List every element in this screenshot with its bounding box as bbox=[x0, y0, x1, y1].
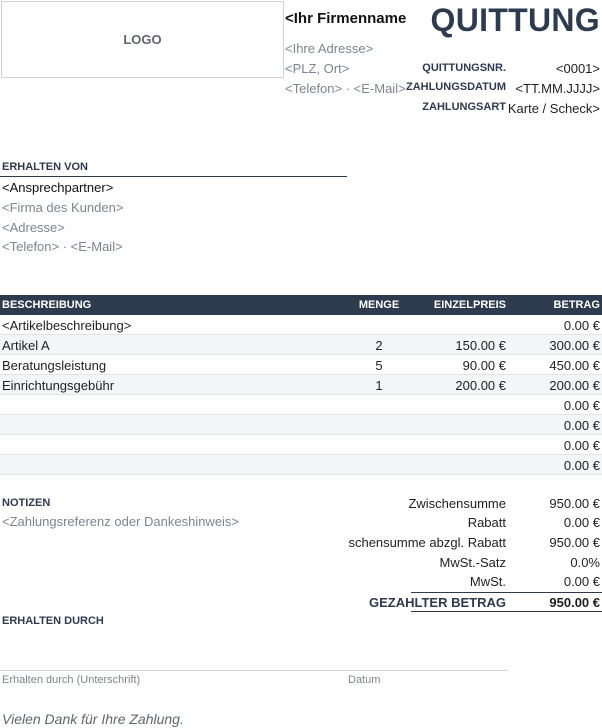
table-row bbox=[0, 455, 602, 475]
notes-title: NOTIZEN bbox=[2, 497, 51, 509]
signature-label: Erhalten durch (Unterschrift) bbox=[2, 674, 141, 686]
header-quantity: MENGE bbox=[358, 299, 400, 311]
discount-value: 0.00 € bbox=[563, 515, 600, 530]
items-table bbox=[0, 295, 602, 475]
company-postal-city: <PLZ, Ort> bbox=[285, 61, 350, 76]
table-row bbox=[0, 355, 602, 375]
row-amount: 450.00 € bbox=[549, 358, 600, 373]
received-from-divider bbox=[0, 176, 347, 177]
table-row bbox=[0, 335, 602, 355]
customer-address: <Adresse> bbox=[2, 220, 65, 235]
thank-you-note: Vielen Dank für Ihre Zahlung. bbox=[2, 711, 184, 727]
company-name: <Ihr Firmenname bbox=[285, 10, 407, 27]
row-amount: 0.00 € bbox=[563, 418, 600, 433]
notes-text: <Zahlungsreferenz oder Dankeshinweis> bbox=[2, 514, 240, 529]
row-quantity: 2 bbox=[375, 338, 383, 353]
customer-company: <Firma des Kunden> bbox=[2, 200, 124, 215]
row-quantity: 1 bbox=[375, 378, 383, 393]
payment-date-value: <TT.MM.JJJJ> bbox=[515, 81, 600, 96]
items-table-header bbox=[0, 295, 602, 315]
subtotal-after-discount-label: schensumme abzgl. Rabatt bbox=[348, 535, 506, 550]
payment-date-label: ZAHLUNGSDATUM bbox=[405, 81, 506, 93]
subtotal-value: 950.00 € bbox=[549, 496, 600, 511]
document-title: QUITTUNG bbox=[430, 2, 600, 38]
row-amount: 0.00 € bbox=[563, 398, 600, 413]
customer-contact: <Ansprechpartner> bbox=[2, 180, 114, 195]
received-by-title: ERHALTEN DURCH bbox=[2, 615, 104, 627]
table-row bbox=[0, 435, 602, 455]
customer-phone-email: <Telefon> · <E-Mail> bbox=[2, 239, 123, 254]
row-description: Einrichtungsgebühr bbox=[2, 378, 115, 393]
subtotal-label: Zwischensumme bbox=[408, 496, 506, 511]
paid-amount-label: GEZAHLTER BETRAG bbox=[369, 595, 506, 610]
row-amount: 200.00 € bbox=[549, 378, 600, 393]
subtotal-after-discount-value: 950.00 € bbox=[549, 535, 600, 550]
row-amount: 0.00 € bbox=[563, 438, 600, 453]
signature-line bbox=[0, 670, 508, 671]
row-amount: 300.00 € bbox=[549, 338, 600, 353]
table-row bbox=[0, 395, 602, 415]
row-description: <Artikelbeschreibung> bbox=[2, 318, 132, 333]
company-address: <Ihre Adresse> bbox=[285, 41, 374, 56]
row-description: Artikel A bbox=[2, 338, 50, 353]
row-description: Beratungsleistung bbox=[2, 358, 107, 373]
tax-value: 0.00 € bbox=[563, 574, 600, 589]
table-row bbox=[0, 375, 602, 395]
tax-rate-label: MwSt.-Satz bbox=[439, 555, 506, 570]
paid-amount-top-rule bbox=[411, 592, 602, 593]
row-unit-price: 200.00 € bbox=[455, 378, 506, 393]
tax-rate-value: 0.0% bbox=[570, 555, 600, 570]
table-row bbox=[0, 415, 602, 435]
payment-method-label: ZAHLUNGSART bbox=[422, 101, 506, 113]
header-unit-price: EINZELPREIS bbox=[433, 299, 506, 311]
receipt-number-value: <0001> bbox=[555, 61, 600, 76]
table-row bbox=[0, 315, 602, 335]
header-description: BESCHREIBUNG bbox=[2, 299, 92, 311]
logo-placeholder: LOGO bbox=[1, 1, 284, 78]
signature-date-label: Datum bbox=[348, 674, 381, 686]
received-from-title: ERHALTEN VON bbox=[2, 161, 88, 173]
payment-method-value: Karte / Scheck> bbox=[507, 101, 600, 116]
row-unit-price: 90.00 € bbox=[462, 358, 506, 373]
paid-amount-value: 950.00 € bbox=[549, 595, 600, 610]
company-phone-email: <Telefon> · <E-Mail> bbox=[285, 81, 406, 96]
row-amount: 0.00 € bbox=[563, 318, 600, 333]
tax-label: MwSt. bbox=[469, 574, 506, 589]
row-unit-price: 150.00 € bbox=[455, 338, 506, 353]
receipt-number-label: QUITTUNGSNR. bbox=[422, 62, 506, 74]
row-amount: 0.00 € bbox=[563, 458, 600, 473]
discount-label: Rabatt bbox=[467, 515, 506, 530]
row-quantity: 5 bbox=[375, 358, 383, 373]
header-amount: BETRAG bbox=[553, 299, 600, 311]
paid-amount-bottom-rule bbox=[411, 611, 602, 612]
